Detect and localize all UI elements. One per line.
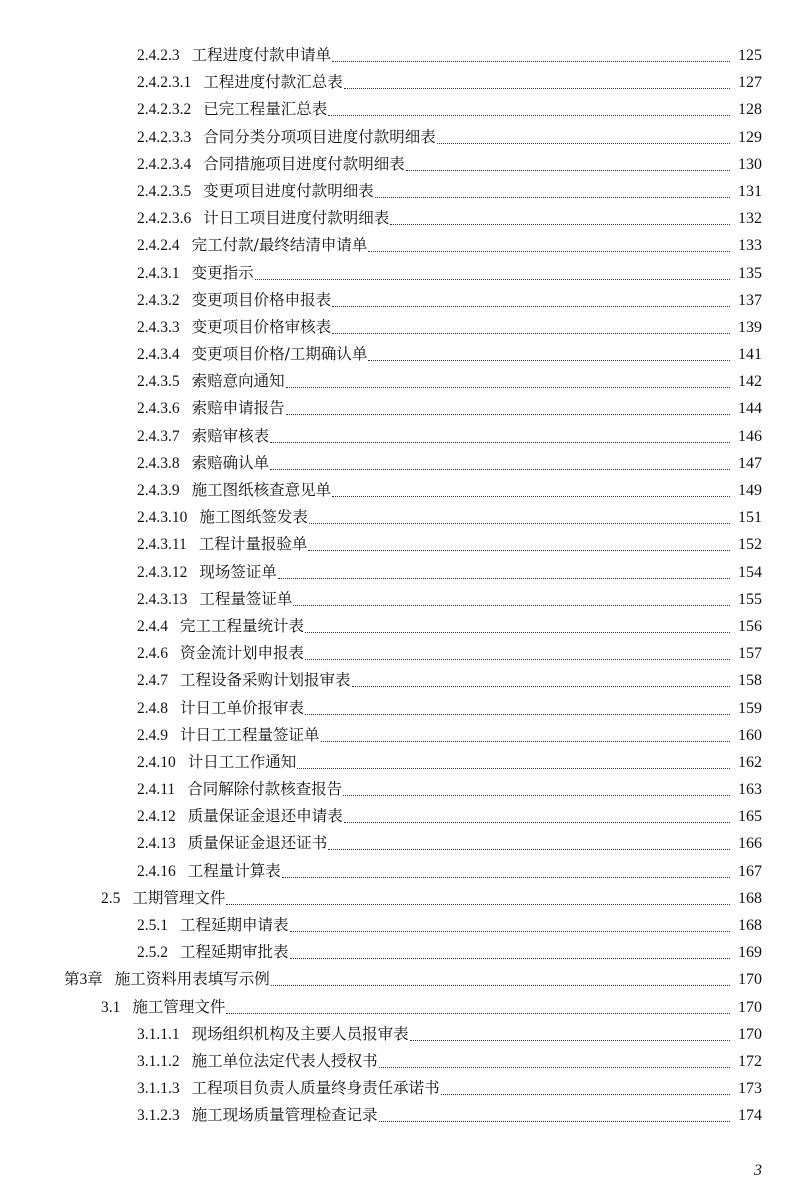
toc-leader-dots <box>305 632 730 633</box>
toc-entry[interactable] <box>0 69 790 96</box>
toc-entry-number: 2.4.9 <box>137 726 168 744</box>
toc-entry-page: 154 <box>738 563 762 581</box>
toc-entry-number: 3.1 <box>101 998 121 1016</box>
toc-entry-number: 2.4.3.11 <box>137 536 187 554</box>
toc-entry-title: 工程延期申请表 <box>180 916 289 934</box>
toc-entry-title: 现场签证单 <box>199 562 277 581</box>
toc-entry-title: 质量保证金退还申请表 <box>187 807 343 826</box>
toc-leader-dots <box>255 279 730 280</box>
toc-leader-dots <box>328 115 730 116</box>
toc-entry-title: 计日工工程量签证单 <box>180 725 320 744</box>
toc-entry-number: 2.4.2.3.5 <box>137 182 192 200</box>
toc-entry-number: 2.4.6 <box>137 645 168 663</box>
toc-entry-title: 计日工项目进度付款明细表 <box>203 209 390 228</box>
toc-entry-number: 3.1.1.3 <box>137 1080 180 1098</box>
toc-entry-title: 工程设备采购计划报审表 <box>180 671 351 690</box>
toc-entry-title: 索赔意向通知 <box>191 372 285 391</box>
toc-entry[interactable] <box>0 531 790 558</box>
page-number: 3 <box>754 1162 762 1179</box>
toc-leader-dots <box>332 306 730 307</box>
toc-entry-number: 2.4.3.5 <box>137 373 180 391</box>
toc-entry[interactable] <box>0 368 790 395</box>
toc-entry-title: 施工现场质量管理检查记录 <box>191 1106 378 1125</box>
toc-entry[interactable] <box>0 858 790 885</box>
toc-entry[interactable] <box>0 287 790 314</box>
toc-leader-dots <box>343 795 730 796</box>
toc-entry-title: 变更项目进度付款明细表 <box>203 181 374 200</box>
toc-entry-number: 2.4.13 <box>137 835 176 853</box>
toc-entry-page: 168 <box>738 889 762 907</box>
toc-leader-dots <box>286 387 730 388</box>
toc-leader-dots <box>379 1067 730 1068</box>
toc-entry-number: 2.4.3.2 <box>137 291 180 309</box>
toc-entry-title: 合同解除付款核查报告 <box>187 780 343 799</box>
toc-leader-dots <box>278 578 730 579</box>
toc-entry-number: 2.4.2.3 <box>137 47 180 64</box>
toc-entry-number: 2.4.2.4 <box>137 237 180 255</box>
table-of-contents <box>0 42 790 1130</box>
toc-entry[interactable] <box>0 1075 790 1102</box>
toc-entry-number: 2.4.2.3.3 <box>137 128 192 146</box>
toc-entry-number: 2.4.3.9 <box>137 482 180 499</box>
toc-entry-page: 163 <box>738 781 762 799</box>
toc-entry-page: 152 <box>738 536 762 554</box>
toc-entry-page: 127 <box>738 74 762 92</box>
toc-entry-page: 125 <box>738 47 762 64</box>
toc-leader-dots <box>375 197 730 198</box>
toc-leader-dots <box>410 1040 730 1041</box>
toc-entry-number: 2.4.3.8 <box>137 454 180 472</box>
toc-entry-title: 工程量计算表 <box>187 861 281 880</box>
toc-entry-number: 2.4.3.1 <box>137 264 180 282</box>
toc-leader-dots <box>226 904 730 905</box>
toc-leader-dots <box>406 170 730 171</box>
toc-entry-page: 165 <box>738 808 762 826</box>
toc-entry[interactable] <box>0 450 790 477</box>
toc-entry-page: 133 <box>738 237 762 255</box>
toc-entry[interactable] <box>0 1102 790 1129</box>
toc-entry-page: 135 <box>738 264 762 282</box>
toc-entry-number: 2.4.7 <box>137 672 168 690</box>
toc-leader-dots <box>332 496 730 497</box>
toc-entry-title: 质量保证金退还证书 <box>187 834 328 853</box>
toc-entry-page: 170 <box>738 998 762 1016</box>
toc-entry-number: 3.1.1.1 <box>137 1025 180 1043</box>
toc-entry-number: 2.4.2.3.6 <box>137 210 192 228</box>
toc-leader-dots <box>270 442 730 443</box>
toc-entry-page: 130 <box>738 155 762 173</box>
toc-entry-title: 变更项目价格申报表 <box>191 290 332 309</box>
toc-entry-page: 151 <box>738 509 762 527</box>
toc-entry-page: 132 <box>738 210 762 228</box>
toc-entry-title: 变更项目价格/工期确认单 <box>191 345 368 364</box>
toc-entry[interactable] <box>0 96 790 123</box>
toc-entry-number: 2.5.2 <box>137 944 168 962</box>
toc-leader-dots <box>344 822 730 823</box>
toc-entry[interactable] <box>0 803 790 830</box>
toc-leader-dots <box>290 958 730 959</box>
toc-entry-title: 完工工程量统计表 <box>180 616 305 635</box>
toc-entry-page: 174 <box>738 1107 762 1125</box>
toc-leader-dots <box>282 877 730 878</box>
toc-entry[interactable] <box>0 640 790 667</box>
toc-entry-page: 147 <box>738 454 762 472</box>
toc-entry[interactable] <box>0 423 790 450</box>
toc-entry-title: 已完工程量汇总表 <box>203 100 328 119</box>
toc-entry-title: 合同分类分项项目进度付款明细表 <box>203 127 436 146</box>
toc-entry-number: 2.5 <box>101 889 121 907</box>
toc-entry-title: 变更指示 <box>191 263 254 282</box>
toc-leader-dots <box>441 1094 730 1095</box>
toc-entry-page: 156 <box>738 617 762 635</box>
toc-entry-page: 172 <box>738 1052 762 1070</box>
toc-entry-page: 155 <box>738 590 762 608</box>
toc-leader-dots <box>286 414 730 415</box>
toc-leader-dots <box>379 1121 730 1122</box>
toc-entry-page: 169 <box>738 944 762 962</box>
toc-entry-title: 合同措施项目进度付款明细表 <box>203 154 405 173</box>
toc-entry-number: 2.5.1 <box>137 917 168 934</box>
toc-entry[interactable] <box>0 613 790 640</box>
toc-entry-number: 2.4.3.13 <box>137 590 188 608</box>
toc-entry-page: 158 <box>738 672 762 690</box>
toc-leader-dots <box>368 360 730 361</box>
toc-entry-title: 工程量签证单 <box>199 589 293 608</box>
toc-entry-title: 资金流计划申报表 <box>180 644 305 663</box>
toc-entry[interactable] <box>0 1048 790 1075</box>
toc-entry[interactable] <box>0 341 790 368</box>
toc-entry[interactable] <box>0 939 790 966</box>
toc-entry-title: 索赔确认单 <box>191 453 270 472</box>
toc-entry[interactable] <box>0 477 790 504</box>
toc-entry[interactable] <box>0 314 790 341</box>
toc-entry[interactable] <box>0 830 790 857</box>
toc-leader-dots <box>271 985 730 986</box>
toc-entry-number: 2.4.10 <box>137 753 176 771</box>
toc-entry-title: 工期管理文件 <box>132 888 226 907</box>
toc-entry[interactable] <box>0 124 790 151</box>
toc-entry-page: 167 <box>738 862 762 880</box>
toc-entry-number: 2.4.11 <box>137 781 176 799</box>
toc-entry[interactable] <box>0 912 790 939</box>
toc-entry-number: 2.4.3.3 <box>137 318 180 336</box>
toc-entry-page: 160 <box>738 726 762 744</box>
toc-entry-page: 142 <box>738 373 762 391</box>
toc-leader-dots <box>308 550 730 551</box>
toc-entry[interactable] <box>0 1021 790 1048</box>
toc-entry-number: 3.1.2.3 <box>137 1107 180 1125</box>
toc-entry[interactable] <box>0 232 790 259</box>
toc-entry[interactable] <box>0 586 790 613</box>
toc-leader-dots <box>297 768 730 769</box>
toc-entry-number: 2.4.16 <box>137 862 176 880</box>
toc-entry[interactable] <box>0 178 790 205</box>
toc-leader-dots <box>305 659 730 660</box>
toc-entry-number: 2.4.12 <box>137 808 176 826</box>
toc-entry-title: 施工图纸核查意见单 <box>191 481 332 499</box>
toc-leader-dots <box>437 143 730 144</box>
toc-entry[interactable] <box>0 885 790 912</box>
toc-entry-number: 2.4.3.12 <box>137 563 188 581</box>
toc-entry-page: 170 <box>738 1025 762 1043</box>
toc-entry-page: 128 <box>738 101 762 119</box>
toc-entry-title: 施工单位法定代表人授权书 <box>191 1051 378 1070</box>
toc-entry-page: 139 <box>738 318 762 336</box>
toc-entry-page: 159 <box>738 699 762 717</box>
toc-entry-page: 162 <box>738 753 762 771</box>
toc-entry-number: 2.4.3.7 <box>137 427 180 445</box>
toc-entry-title: 施工资料用表填写示例 <box>114 970 270 989</box>
toc-entry-title: 工程进度付款汇总表 <box>203 73 343 92</box>
toc-entry-page: 157 <box>738 645 762 663</box>
toc-leader-dots <box>293 605 730 606</box>
toc-entry[interactable] <box>0 151 790 178</box>
toc-entry-title: 计日工单价报审表 <box>180 698 305 717</box>
toc-entry-title: 施工图纸签发表 <box>199 508 308 527</box>
toc-entry-title: 变更项目价格审核表 <box>191 317 332 336</box>
toc-leader-dots <box>368 251 730 252</box>
toc-leader-dots <box>344 88 730 89</box>
toc-leader-dots <box>321 741 730 742</box>
toc-entry-number: 2.4.3.6 <box>137 400 180 418</box>
toc-entry[interactable] <box>0 966 790 993</box>
toc-entry[interactable] <box>0 776 790 803</box>
toc-entry[interactable] <box>0 42 790 69</box>
toc-entry-page: 170 <box>738 971 762 989</box>
toc-entry-title: 工程项目负责人质量终身责任承诺书 <box>191 1079 440 1098</box>
toc-entry[interactable] <box>0 205 790 232</box>
toc-leader-dots <box>290 931 730 932</box>
toc-entry-page: 166 <box>738 835 762 853</box>
toc-leader-dots <box>270 469 730 470</box>
toc-entry[interactable] <box>0 504 790 531</box>
toc-leader-dots <box>305 714 730 715</box>
toc-entry-title: 施工管理文件 <box>132 997 226 1016</box>
toc-entry[interactable] <box>0 559 790 586</box>
toc-entry-page: 173 <box>738 1080 762 1098</box>
toc-entry[interactable] <box>0 695 790 722</box>
toc-entry-page: 149 <box>738 482 762 499</box>
toc-entry-number: 2.4.4 <box>137 617 168 635</box>
toc-entry-title: 索赔申请报告 <box>191 399 285 418</box>
toc-leader-dots <box>328 849 730 850</box>
toc-leader-dots <box>332 61 730 62</box>
toc-entry-number: 2.4.2.3.4 <box>137 155 192 173</box>
toc-entry-number: 2.4.2.3.1 <box>137 74 192 92</box>
toc-entry-number: 2.4.3.4 <box>137 346 180 364</box>
toc-entry-title: 现场组织机构及主要人员报审表 <box>191 1024 409 1043</box>
toc-entry-page: 144 <box>738 400 762 418</box>
toc-entry-number: 3.1.1.2 <box>137 1052 180 1070</box>
toc-leader-dots <box>226 1013 730 1014</box>
toc-entry[interactable] <box>0 749 790 776</box>
toc-entry-title: 索赔审核表 <box>191 426 270 445</box>
toc-entry-number: 2.4.8 <box>137 699 168 717</box>
toc-entry-number: 第3章 <box>64 971 103 989</box>
toc-entry[interactable] <box>0 994 790 1021</box>
toc-entry-title: 计日工工作通知 <box>187 752 297 771</box>
toc-leader-dots <box>352 686 730 687</box>
toc-entry[interactable] <box>0 260 790 287</box>
toc-entry-page: 131 <box>738 182 762 200</box>
toc-entry-page: 129 <box>738 128 762 146</box>
toc-entry-page: 137 <box>738 291 762 309</box>
toc-entry-number: 2.4.3.10 <box>137 509 188 527</box>
toc-entry[interactable] <box>0 395 790 422</box>
toc-entry[interactable] <box>0 667 790 694</box>
toc-entry-page: 146 <box>738 427 762 445</box>
toc-entry-title: 工程计量报验单 <box>198 535 308 554</box>
toc-leader-dots <box>390 224 730 225</box>
toc-entry-title: 工程进度付款申请单 <box>191 46 332 64</box>
toc-entry-title: 工程延期审批表 <box>180 943 289 962</box>
toc-leader-dots <box>332 333 730 334</box>
toc-entry-title: 完工付款/最终结清申请单 <box>191 236 368 255</box>
toc-leader-dots <box>309 523 730 524</box>
toc-entry[interactable] <box>0 722 790 749</box>
toc-entry-page: 168 <box>738 917 762 934</box>
toc-entry-number: 2.4.2.3.2 <box>137 101 192 119</box>
toc-entry-page: 141 <box>738 346 762 364</box>
